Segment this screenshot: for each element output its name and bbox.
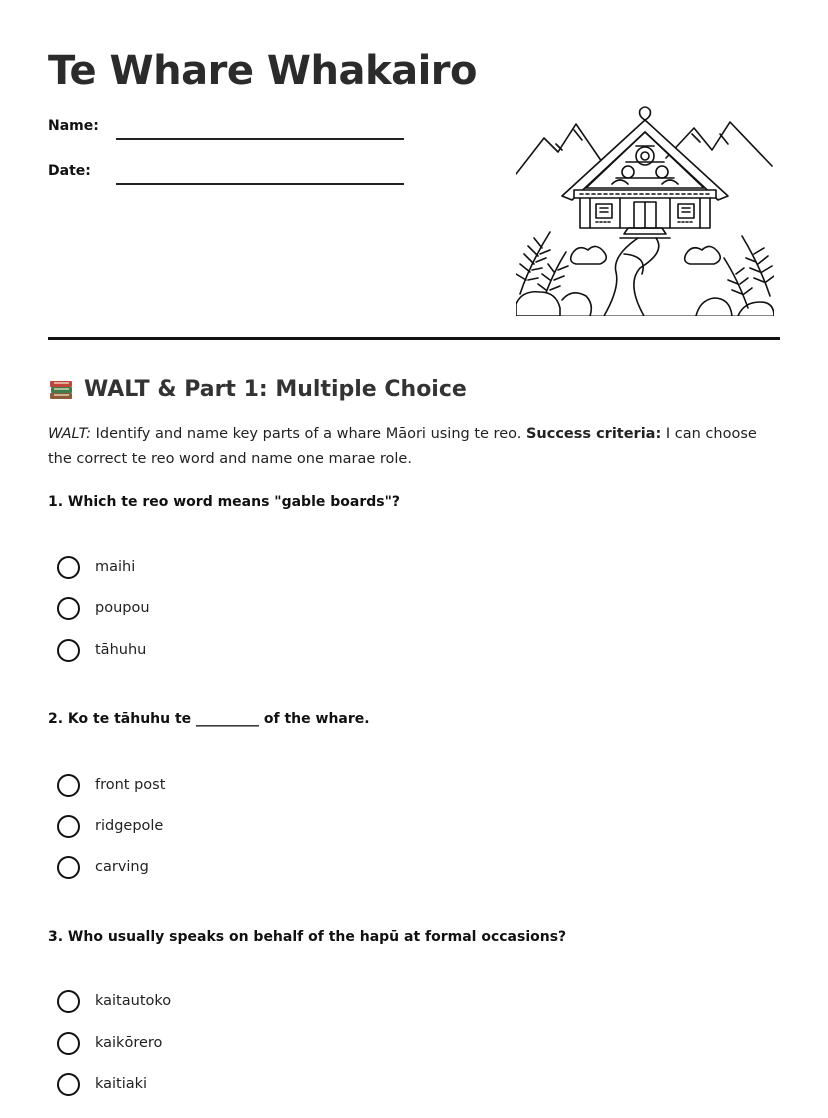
question-1-option-1[interactable] (57, 554, 135, 580)
question-3: 3. Who usually speaks on behalf of the hapū at formal occasions? (48, 929, 567, 945)
radio-button[interactable] (57, 815, 80, 838)
question-2-option-1[interactable] (57, 772, 165, 798)
radio-button[interactable] (57, 556, 80, 579)
walt-text: Identify and name key parts of a whare Māori using te reo. (91, 426, 526, 442)
option-label: kaitiaki (95, 1076, 148, 1092)
question-2-option-3[interactable] (57, 854, 149, 880)
question-1-option-3[interactable] (57, 637, 146, 663)
radio-button[interactable] (57, 597, 80, 620)
radio-button[interactable] (57, 856, 80, 879)
page-title: Te Whare Whakairo (48, 48, 477, 94)
question-1: 1. Which te reo word means "gable boards"? (48, 494, 401, 510)
date-field (48, 163, 408, 193)
radio-button[interactable] (57, 774, 80, 797)
question-3-option-3[interactable] (57, 1071, 147, 1097)
section-heading (48, 374, 467, 404)
option-label: kaitautoko (95, 993, 172, 1009)
name-field (48, 118, 408, 148)
radio-button[interactable] (57, 1032, 80, 1055)
books-icon (48, 376, 74, 402)
wharenui-illustration (516, 104, 774, 316)
walt-label: WALT: (48, 426, 92, 442)
question-3-option-1[interactable] (57, 988, 171, 1014)
date-label: Date: (48, 163, 91, 179)
radio-button[interactable] (57, 1073, 80, 1096)
option-label: ridgepole (95, 818, 164, 834)
name-write-line[interactable] (116, 138, 404, 140)
section-title-text: WALT & Part 1: Multiple Choice (84, 376, 467, 402)
question-1-option-2[interactable] (57, 595, 150, 621)
option-label: tāhuhu (95, 642, 147, 658)
name-label: Name: (48, 118, 99, 134)
option-label: poupou (95, 600, 150, 616)
intro-text (48, 422, 780, 472)
header-divider (48, 337, 780, 340)
question-2: 2. Ko te tāhuhu te _________ of the whare. (48, 711, 370, 727)
question-2-option-2[interactable] (57, 813, 163, 839)
option-label: maihi (95, 559, 136, 575)
worksheet-page (48, 0, 780, 1118)
question-3-option-2[interactable] (57, 1030, 162, 1056)
option-label: kaikōrero (95, 1035, 163, 1051)
date-write-line[interactable] (116, 183, 404, 185)
radio-button[interactable] (57, 639, 80, 662)
success-criteria-label: Success criteria: (525, 426, 662, 442)
radio-button[interactable] (57, 990, 80, 1013)
success-criteria-text: I can choose the correct te reo word and name one marae role. (48, 426, 757, 467)
option-label: carving (95, 859, 149, 875)
option-label: front post (95, 777, 166, 793)
